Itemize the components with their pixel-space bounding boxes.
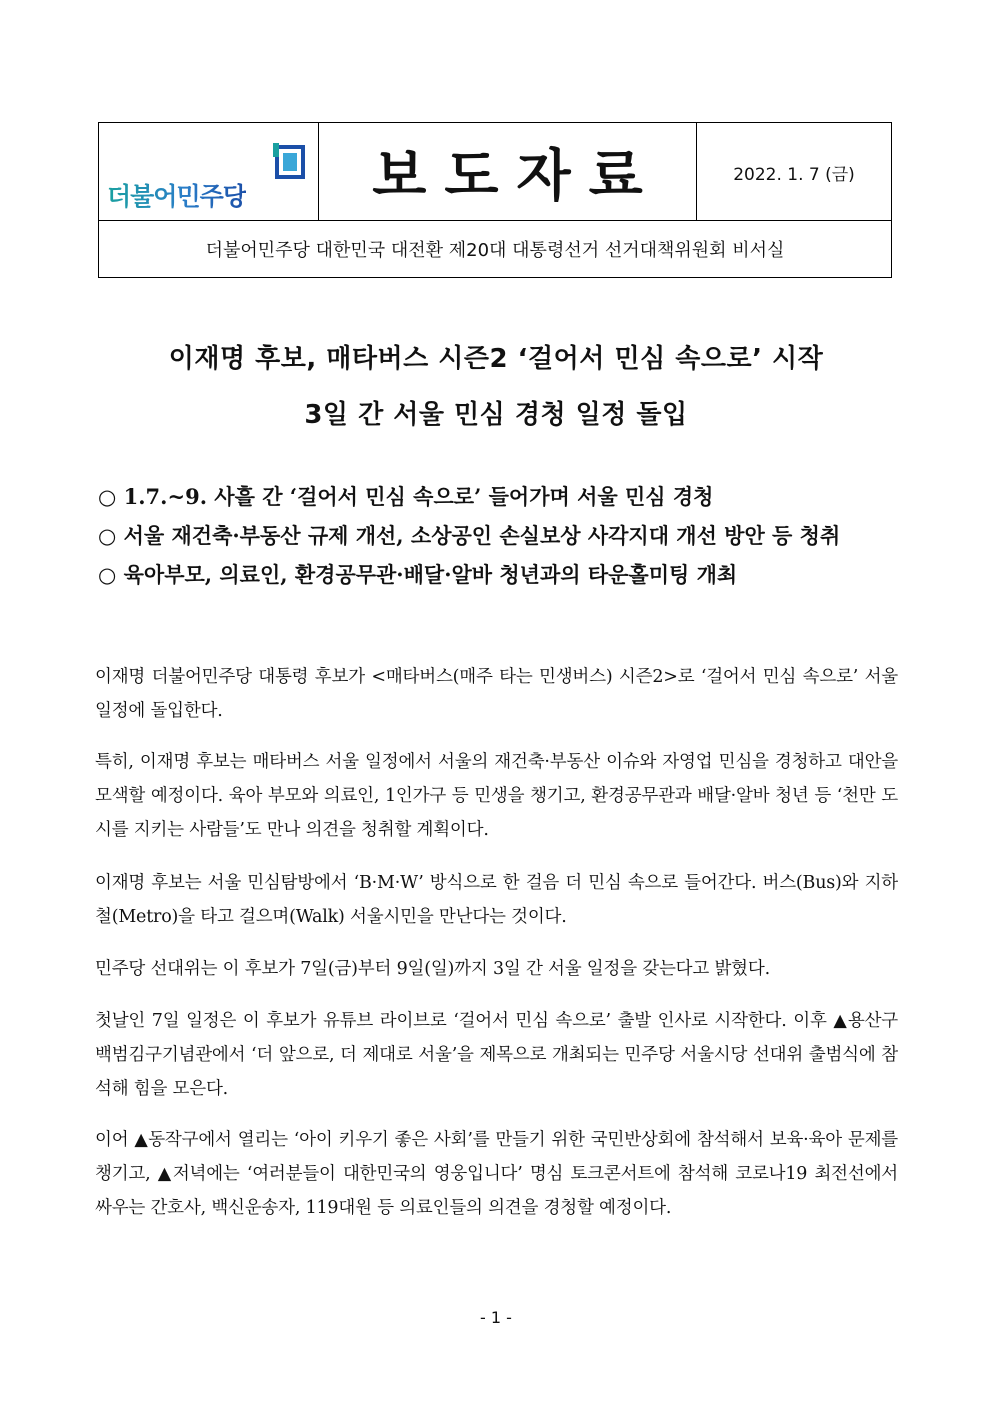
summary-item: ○ 서울 재건축·부동산 규제 개선, 소상공인 손실보상 사각지대 개선 방안 등 청취 [98, 523, 841, 548]
department-row [99, 221, 891, 277]
body-paragraph: 이재명 후보는 서울 민심탐방에서 ‘B·M·W’ 방식으로 한 걸음 더 민심 속으로 들어간다. 버스(Bus)와 지하철(Metro)을 타고 걸으며(Walk) 서울시민을 만난다는 것이다. [95, 873, 898, 927]
body-paragraph: 민주당 선대위는 이 후보가 7일(금)부터 9일(일)까지 3일 간 서울 일정을 갖는다고 밝혔다. [95, 959, 770, 979]
summary-item: ○ 1.7.~9. 사흘 간 ‘걸어서 민심 속으로’ 들어가며 서울 민심 경청 [98, 484, 714, 509]
release-date: 2022. 1. 7 (금) [733, 164, 855, 185]
headline-line-2: 3일 간 서울 민심 경청 일정 돌입 [304, 400, 688, 430]
summary-item: ○ 육아부모, 의료인, 환경공무관·배달·알바 청년과의 타운홀미팅 개최 [98, 562, 738, 587]
title-cell [319, 123, 697, 221]
date-cell [697, 123, 891, 221]
headline-line-1: 이재명 후보, 매타버스 시즌2 ‘걸어서 민심 속으로’ 시작 [168, 344, 824, 374]
logo-cell [99, 123, 319, 221]
party-square-logo-icon [271, 139, 307, 181]
body-paragraph: 이어 ▲동작구에서 열리는 ‘아이 키우기 좋은 사회’를 만들기 위한 국민반상회에 참석해서 보육·육아 문제를 챙기고, ▲저녁에는 ‘여러분들이 대한민국의 영웅입니다’ 명심 토크콘서트에 참석해 코로나19 최전선에서 싸우는 간호사, 백신운송자, 119대원 등 의료인들의 의견을 경청할 예정이다. [95, 1130, 898, 1218]
body-paragraph: 첫날인 7일 일정은 이 후보가 유튜브 라이브로 ‘걸어서 민심 속으로’ 출발 인사로 시작한다. 이후 ▲용산구 백범김구기념관에서 ‘더 앞으로, 더 제대로 서울’을 제목으로 개최되는 민주당 서울시당 선대위 출범식에 참석해 힘을 모은다. [95, 1011, 898, 1099]
page-number: - 1 - [480, 1308, 512, 1327]
press-release-title: 보도자료 [372, 144, 661, 209]
department-name: 더불어민주당 대한민국 대전환 제20대 대통령선거 선거대책위원회 비서실 [205, 240, 785, 261]
header-top-row [99, 123, 891, 221]
press-header-table [98, 122, 892, 278]
body-paragraph: 특히, 이재명 후보는 매타버스 서울 일정에서 서울의 재건축·부동산 이슈와 자영업 민심을 경청하고 대안을 모색할 예정이다. 육아 부모와 의료인, 1인가구 등 민생을 챙기고, 환경공무관과 배달·알바 청년 등 ‘천만 도시를 지키는 사람들’도 만나 의견을 청취할 계획이다. [95, 752, 898, 840]
party-logo-text: 더불어민주당 [107, 177, 246, 213]
body-paragraph: 이재명 더불어민주당 대통령 후보가 <매타버스(매주 타는 민생버스) 시즌2>로 ‘걸어서 민심 속으로’ 서울 일정에 돌입한다. [95, 667, 898, 721]
